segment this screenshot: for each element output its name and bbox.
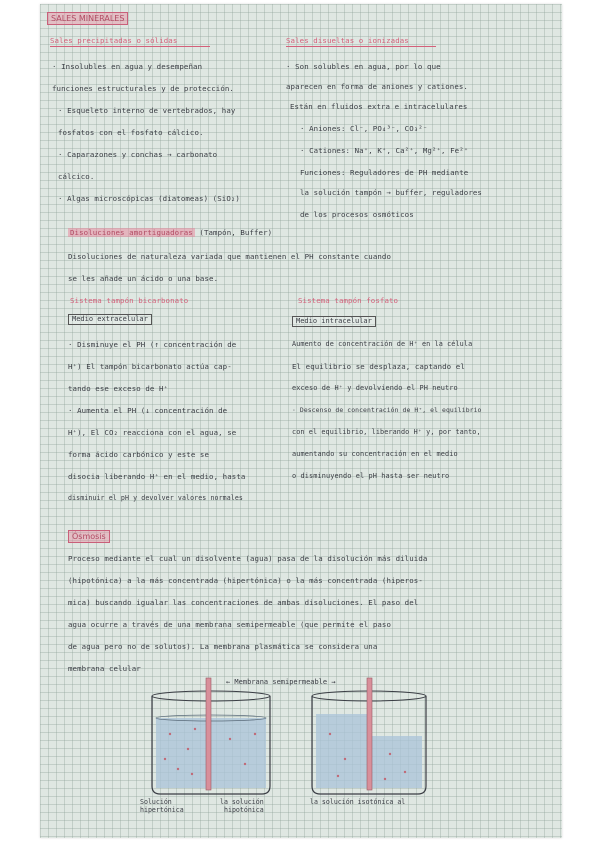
right-line-5: Funciones: Reguladores de PH mediante [300,168,469,177]
left-line-2: · Esqueleto interno de vertebrados, hay [58,106,236,115]
water-right-a [316,714,370,788]
osmosis-line-0: Proceso mediante el cual un disolvente (agua) pasa de la disolución más diluida [68,554,428,563]
intra-line-2: exceso de H⁺ y devolviendo el PH neutro [292,384,458,392]
left-heading-underline [50,46,210,47]
osmosis-line-3: agua ocurre a través de una membrana semipermeable (que permite el paso [68,620,392,629]
buffer-line-0: Disoluciones de naturaleza variada que mantienen el PH constante cuando [68,252,392,261]
membrane-label: ← Membrana semipermeable → [226,678,336,686]
extra-line-2: tando ese exceso de H⁺ [68,384,169,393]
membrane-right [367,678,372,790]
buffer-heading-extra: (Tampón, Buffer) [199,228,273,237]
extra-line-4: H⁺), El CO₂ reacciona con el agua, se [68,428,237,437]
extra-line-5: forma ácido carbónico y este se [68,450,210,459]
osmosis-heading: Ósmosis [68,530,110,543]
extra-line-1: H⁺) El tampón bicarbonato actúa cap- [68,362,232,371]
extra-line-3: · Aumenta el PH (↓ concentración de [68,406,228,415]
intra-line-6: o disminuyendo el pH hasta ser neutro [292,472,450,480]
right-line-7: de los procesos osmóticos [300,210,414,219]
right-line-2: Están en fluidos extra e intracelulares [290,102,468,111]
water-right-b [370,736,422,788]
page-title: SALES MINERALES [47,12,128,25]
label-mid-2: hipotónica [224,806,264,814]
intra-heading: Sistema tampón fosfato [298,296,399,305]
left-line-4: · Caparazones y conchas → carbonato [58,150,218,159]
label-left-2: hipertónica [140,806,184,814]
right-line-0: · Son solubles en agua, por lo que [286,62,441,71]
intra-line-0: Aumento de concentración de H⁺ en la célula [292,340,473,348]
buffer-line-1: se les añade un ácido o una base. [68,274,219,283]
right-line-4: · Cationes: Na⁺, K⁺, Ca²⁺, Mg²⁺, Fe²⁺ [300,146,469,155]
membrane-left [206,678,211,790]
left-line-6: · Algas microscópicas (diatomeas) (SiO₂) [58,194,240,203]
right-line-6: la solución tampón → buffer, reguladores [300,188,482,197]
notebook-page [40,4,562,838]
left-line-1: funciones estructurales y de protección. [52,84,234,93]
left-line-0: · Insolubles en agua y desempeñan [52,62,203,71]
left-col-heading: Sales precipitadas o sólidas [50,36,178,45]
left-line-5: cálcico. [58,172,95,181]
intra-line-4: con el equilibrio, liberando H⁺ y, por tanto, [292,428,481,436]
osmosis-line-1: (hipotónica) a la más concentrada (hipertónica) o la más concentrada (hiperos- [68,576,423,585]
osmosis-diagram [40,674,562,814]
right-col-heading: Sales disueltas o ionizadas [286,36,409,45]
label-mid-1: la solución [220,798,264,806]
left-line-3: fosfatos con el fosfato cálcico. [58,128,204,137]
extra-medium-box: Medio extracelular [68,314,152,325]
intra-line-3: · Descenso de concentración de H⁺, el equilibrio [292,406,482,414]
osmosis-line-2: mica) buscando igualar las concentraciones de ambas disoluciones. El paso del [68,598,419,607]
intra-line-5: aumentando su concentración en el medio [292,450,458,458]
buffer-heading: Disoluciones amortiguadoras [70,228,193,237]
osmosis-line-4: de agua pero no de solutos). La membrana plasmática se considera una [68,642,378,651]
right-line-3: · Aniones: Cl⁻, PO₄³⁻, CO₃²⁻ [300,124,428,133]
buffer-heading-row [68,228,272,237]
intra-medium-box: Medio intracelular [292,316,376,327]
extra-line-0: · Disminuye el PH (↑ concentración de [68,340,237,349]
osmosis-line-5: membrana celular [68,664,141,673]
label-right: la solución isotónica al [310,798,406,806]
label-left-1: Solución [140,798,172,806]
extra-line-6: disocia liberando H⁺ en el medio, hasta [68,472,246,481]
intra-line-1: El equilibrio se desplaza, captando el [292,362,465,371]
extra-heading: Sistema tampón bicarbonato [70,296,189,305]
right-heading-underline [286,46,436,47]
right-line-1: aparecen en forma de aniones y cationes. [286,82,468,91]
extra-line-7: disminuir el pH y devolver valores normales [68,494,243,502]
